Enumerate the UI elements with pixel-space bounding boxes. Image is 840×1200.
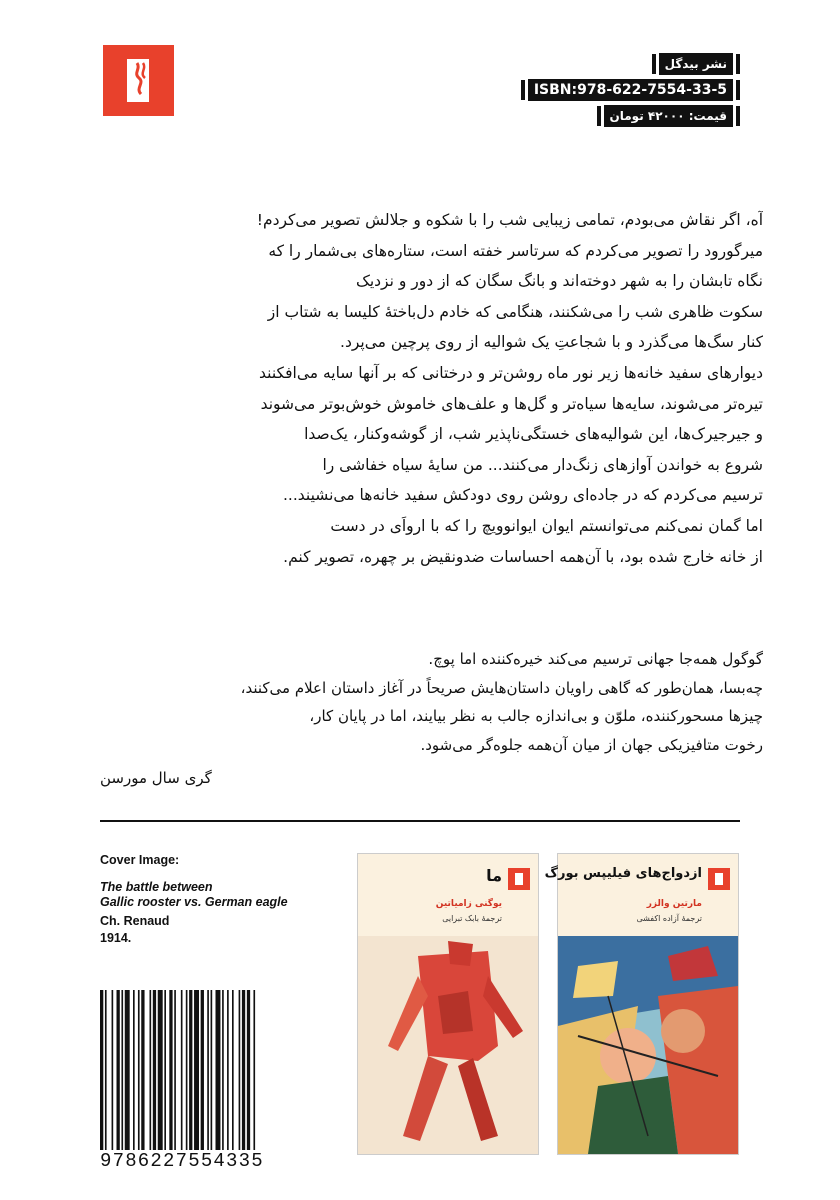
price-label: قیمت: ۴۲۰۰۰ تومان [604, 105, 734, 127]
bar-right [736, 106, 740, 126]
barcode-bar [194, 990, 199, 1150]
quote-line: رخوت متافیزیکی جهان از میان آن‌همه جلوه‌گر می‌شود. [420, 735, 763, 754]
cover-credit-artist: Ch. Renaud [100, 914, 170, 928]
quote-line: گوگول همه‌جا جهانی ترسیم می‌کند خیره‌کننده اما پوچ. [428, 650, 763, 668]
excerpt-line: دیوارهای سفید خانه‌ها زیر نور ماه روشن‌تر و درختانی که بر آنها سایه می‌افکنند [259, 363, 763, 382]
bar-left [597, 106, 601, 126]
cover-credit-title-line1: The battle between [100, 880, 213, 894]
barcode-bar [253, 990, 255, 1150]
bar-left [521, 80, 525, 100]
barcode-bar [100, 990, 103, 1150]
book-title: ما [486, 866, 502, 885]
barcode-bar [186, 990, 188, 1150]
book-logo-icon [508, 868, 530, 890]
barcode-digits: 9786227554335 [100, 1150, 264, 1172]
cover-credit-label: Cover Image: [100, 853, 180, 867]
excerpt-line: آه، اگر نقاش می‌بودم، تمامی زیبایی شب را با شکوه و جلالش تصویر می‌کردم! [256, 211, 763, 229]
barcode-bar [247, 990, 250, 1150]
section-divider [100, 820, 740, 822]
barcode-bar [227, 990, 229, 1150]
barcode-bar [133, 990, 135, 1150]
barcode-bar [121, 990, 123, 1150]
publisher-row [503, 52, 743, 76]
related-book-cover[interactable] [357, 853, 539, 1155]
barcode-bar [207, 990, 209, 1150]
barcode-bar [117, 990, 120, 1150]
barcode-bar [201, 990, 204, 1150]
barcode-bar [138, 990, 140, 1150]
bar-right [736, 54, 740, 74]
excerpt-line: ترسیم می‌کردم که در جاده‌ای روشن روی دودکش سفید خانه‌ها می‌نشیند... [282, 486, 763, 505]
barcode-bar [232, 990, 234, 1150]
publisher-logo [103, 45, 174, 116]
book-logo-icon [708, 868, 730, 890]
excerpt-line: میرگورود را تصویر می‌کردم که سرتاسر خفته است، ستاره‌های بی‌شمار را که [268, 241, 763, 260]
excerpt-line: نگاه تابشان را به شهر دوخته‌اند و بانگ سگان که از دور و نزدیک [355, 272, 763, 291]
related-book-cover[interactable] [544, 853, 739, 1155]
expressionist-painting-art-icon [558, 936, 738, 1154]
quote-paragraph [123, 645, 763, 759]
quote-author: گری سال مورسن [100, 769, 212, 787]
excerpt-line: شروع به خواندن آوازهای زنگ‌دار می‌کنند... من سایهٔ سیاه خفاشی را [322, 455, 763, 474]
barcode-bar [222, 990, 224, 1150]
isbn-row [503, 78, 743, 102]
excerpt-line: سکوت ظاهری شب را می‌شکنند، هنگامی که خادم دل‌باختهٔ کلیسا به شتاب از [267, 302, 763, 321]
barcode-bar [153, 990, 156, 1150]
book-title: ازدواج‌های فیلیپس بورگ [544, 866, 702, 881]
quote-line: چیزها مسحورکننده، ملوّن و بی‌اندازه جالب به نظر بیایند، اما در پایان کار، [309, 707, 763, 725]
barcode [100, 990, 336, 1150]
barcode-bar [169, 990, 172, 1150]
excerpt-line: تیره‌تر می‌شوند، سایه‌ها سیاه‌تر و گل‌ها و علف‌های خاموش خوش‌بوتر می‌شوند [260, 394, 763, 413]
barcode-bar [189, 990, 192, 1150]
excerpt-line: اما گمان نمی‌کنم می‌توانستم ایوان ایوانوویچ را که با ارواَی در دست [330, 516, 763, 535]
quote-line: چه‌بسا، همان‌طور که گاهی راویان داستان‌هایش صریحاً در آغاز داستان اعلام می‌کنند، [240, 678, 763, 697]
barcode-bar [112, 990, 114, 1150]
cover-credit-title-line2: Gallic rooster vs. German eagle [100, 895, 288, 909]
barcode-bar [216, 990, 221, 1150]
barcode-bar [150, 990, 152, 1150]
barcode-bar [141, 990, 144, 1150]
publisher-info-block [503, 52, 743, 130]
book-translator: ترجمهٔ بابک تبرایی [442, 914, 502, 923]
excerpt-paragraph [123, 205, 763, 572]
barcode-bar [125, 990, 130, 1150]
book-author: مارتین والزر [646, 899, 702, 909]
isbn-label: ISBN:978-622-7554-33-5 [528, 79, 733, 101]
cover-credit-year: 1914. [100, 931, 132, 945]
barcode-bar [211, 990, 213, 1150]
barcode-bar [239, 990, 241, 1150]
barcode-bar [174, 990, 176, 1150]
barcode-bar [105, 990, 107, 1150]
bar-right [736, 80, 740, 100]
book-cover-art [358, 936, 538, 1154]
price-row [503, 104, 743, 128]
excerpt-line: و جیرجیرک‌ها، این شوالیه‌های خستگی‌ناپذیر شب، از گوشه‌وکنار، یک‌صدا [304, 425, 763, 444]
book-cover-art [558, 936, 738, 1154]
publisher-logo-mark-icon [103, 45, 174, 116]
barcode-bar [242, 990, 245, 1150]
cover-credit [100, 853, 320, 946]
book-translator: ترجمهٔ آزاده اکفشی [636, 914, 702, 923]
publisher-name: نشر بیدگل [659, 53, 733, 75]
barcode-bar [181, 990, 183, 1150]
barcode-bar [164, 990, 166, 1150]
excerpt-line: از خانه خارج شده بود، با آن‌همه احساسات ضدونقیض بر چهره، تصویر کنم. [283, 547, 763, 566]
barcode-bar [158, 990, 163, 1150]
robot-figure-art-icon [358, 936, 538, 1154]
excerpt-line: کنار سگ‌ها می‌گذرد و با شجاعتِ یک شوالیه از روی پرچین می‌پرد. [340, 333, 763, 352]
book-author: یوگنی زامیاتین [435, 899, 502, 909]
bar-left [652, 54, 656, 74]
